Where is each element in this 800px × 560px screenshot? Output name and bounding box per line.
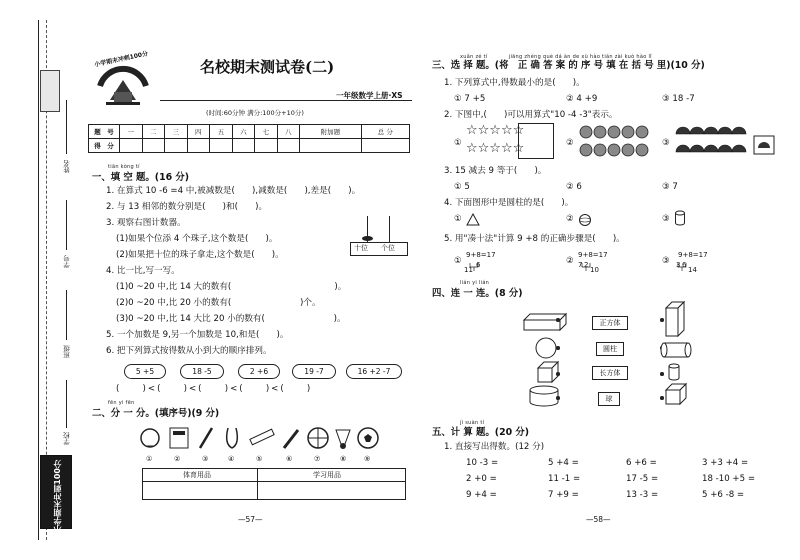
page-number-left: —57— xyxy=(238,515,263,524)
q5-split: 3 xyxy=(676,261,681,269)
item-number: ① xyxy=(146,455,153,463)
item-number: ⑧ xyxy=(340,455,347,463)
calc-item[interactable]: 5 +6 -8 = xyxy=(702,490,745,500)
classify-col-sports: 体育用品 xyxy=(183,471,211,479)
calculator-icon xyxy=(170,428,188,448)
s3-q5-opt[interactable]: ① xyxy=(454,256,462,266)
q5-split: 14 xyxy=(688,266,697,274)
cone-shape-icon xyxy=(466,212,480,231)
umbrella-cluster-icon xyxy=(674,124,778,160)
logo-badge xyxy=(92,52,154,108)
score-cell[interactable] xyxy=(187,139,210,153)
item-number: ⑥ xyxy=(286,455,293,463)
s1-q3b: (2)如果把十位的珠子拿走,这个数是( )。 xyxy=(116,250,284,260)
s3-q4-opt[interactable]: ① xyxy=(454,214,462,224)
score-value-row xyxy=(89,139,410,153)
score-header-row xyxy=(89,125,410,139)
small-cylinder-shape-icon xyxy=(669,364,679,380)
classify-answer-sports[interactable] xyxy=(143,482,257,499)
score-header-cell: 二 xyxy=(142,125,165,139)
page-title-left: 名校期末测试卷(二) xyxy=(200,58,335,76)
s3-q4-opt[interactable]: ② xyxy=(566,214,574,224)
s3-q2-opt[interactable]: ③ xyxy=(662,138,670,148)
abacus-ones-label: 个位 xyxy=(381,244,395,252)
q5-split: 11 xyxy=(464,266,473,274)
connect-right-column xyxy=(660,300,700,410)
s3-q3-opt[interactable]: ③ 7 xyxy=(662,182,678,192)
s2-pinyin: fēn yi fēn xyxy=(108,400,135,406)
score-cell[interactable] xyxy=(142,139,165,153)
s3-q2-opt[interactable]: ② xyxy=(566,138,574,148)
s1-q4c: (3)0 ~20 中,比 14 大比 20 小的数有( )。 xyxy=(116,314,346,324)
calc-item[interactable]: 11 -1 = xyxy=(548,474,581,484)
score-cell[interactable] xyxy=(210,139,233,153)
basketball-icon xyxy=(308,428,328,448)
grade-label: 一年级数学上册·XS xyxy=(336,91,403,100)
s3-q3-opt[interactable]: ② 6 xyxy=(566,182,582,192)
school-label: 学校 xyxy=(63,432,71,445)
s1-q4b: (2)0 ~20 中,比 20 小的数有( )个。 xyxy=(116,298,321,308)
abacus-figure xyxy=(350,214,408,256)
cube-shape-icon xyxy=(666,384,686,404)
tall-cuboid-shape-icon xyxy=(666,302,684,336)
q5-split: 6 xyxy=(476,261,481,269)
brand-block xyxy=(40,70,60,112)
crayon-icon xyxy=(284,430,298,448)
calc-item[interactable]: 5 +4 = xyxy=(548,458,579,468)
class-line xyxy=(66,290,67,340)
s3-q1-opt[interactable]: ② 4 +9 xyxy=(566,94,598,104)
score-cell[interactable] xyxy=(232,139,255,153)
calc-item[interactable]: 18 -10 +5 = xyxy=(702,474,756,484)
s1-q3a: (1)如果个位添 4 个珠子,这个数是( )。 xyxy=(116,234,278,244)
umbrellas-group xyxy=(674,124,778,160)
s5-sub: 1. 直接写出得数。(12 分) xyxy=(444,442,545,452)
star-icon: ☆☆☆☆☆ xyxy=(466,123,525,138)
star-bracket xyxy=(518,123,554,159)
calc-item[interactable]: 13 -3 = xyxy=(626,490,659,500)
shape-label-cylinder[interactable]: 圆柱 xyxy=(596,342,624,356)
q5-split: 10 xyxy=(590,266,599,274)
s5-pinyin: jì suàn tí xyxy=(460,420,485,426)
s1-pinyin: tiān kòng tí xyxy=(108,164,140,170)
calc-item[interactable]: 10 -3 = xyxy=(466,458,499,468)
expression-cloud: 16 +2 -7 xyxy=(346,364,402,379)
name-label: 姓名 xyxy=(63,160,71,173)
brand-text: 小学期末冲刺100分 xyxy=(53,460,62,533)
q5-split: 6 xyxy=(682,261,687,269)
score-header-cell: 四 xyxy=(187,125,210,139)
s1-q3: 3. 观察右图计数器。 xyxy=(106,218,186,228)
item-number: ⑦ xyxy=(314,455,321,463)
calc-item[interactable]: 6 +6 = xyxy=(626,458,657,468)
score-cell[interactable] xyxy=(277,139,300,153)
name-line xyxy=(66,100,67,154)
score-header-cell: 一 xyxy=(120,125,143,139)
s3-heading: 三、选 择 题。(将 正 确 答 案 的 序 号 填 在 括 号 里)(10 分) xyxy=(432,60,705,71)
binding-strip xyxy=(0,0,86,560)
cylinder-shape-icon xyxy=(674,210,686,230)
page-number-right: —58— xyxy=(586,515,611,524)
expression-cloud: 5 +5 xyxy=(124,364,166,379)
connect-left-column xyxy=(520,306,580,416)
ruler-icon xyxy=(250,429,274,445)
long-box-object-icon xyxy=(524,314,566,330)
score-cell[interactable] xyxy=(165,139,188,153)
s3-q3-opt[interactable]: ① 5 xyxy=(454,182,470,192)
class-label: 班级 xyxy=(63,345,71,358)
item-number: ④ xyxy=(228,455,235,463)
q5-split: 7 xyxy=(578,261,583,269)
shape-label-cube[interactable]: 正方体 xyxy=(592,316,628,330)
s4-pinyin: lián yi lián xyxy=(460,280,490,286)
item-number: ⑤ xyxy=(256,455,263,463)
soccer-ball-icon xyxy=(358,428,378,448)
number-line xyxy=(66,200,67,250)
s3-q1: 1. 下列算式中,得数最小的是( )。 xyxy=(444,78,585,88)
connect-dot[interactable] xyxy=(556,372,560,376)
score-table xyxy=(88,124,410,153)
q5-equation: 9+8=17 xyxy=(466,251,496,259)
pencil-icon xyxy=(200,428,212,448)
abacus-bead xyxy=(362,236,373,241)
expression-cloud: 2 +6 xyxy=(238,364,280,379)
abacus-rod-ones xyxy=(389,216,390,242)
sphere-shape-icon xyxy=(578,212,592,231)
s1-q4a: (1)0 ~20 中,比 14 大的数有( )。 xyxy=(116,282,347,292)
connect-dot[interactable] xyxy=(556,346,560,350)
skipping-rope-icon xyxy=(141,429,159,447)
score-header-cell: 八 xyxy=(277,125,300,139)
stars-group xyxy=(466,124,554,160)
s3-pinyin: xuǎn zé tí jiāng zhèng què dá àn de xù hào tián zài kuò hào lǐ xyxy=(460,54,652,60)
classify-col-study: 学习用品 xyxy=(313,471,341,479)
classify-answer-study[interactable] xyxy=(258,482,405,499)
q5-equation: 9+8=17 xyxy=(678,251,708,259)
school-line xyxy=(66,380,67,428)
items-illustration xyxy=(140,424,380,454)
binding-edge-line xyxy=(38,20,39,540)
s3-q5-opt[interactable]: ③ xyxy=(662,256,670,266)
score-header-cell: 五 xyxy=(210,125,233,139)
s2-heading: 二、分 一 分。(填序号)(9 分) xyxy=(92,408,220,419)
abacus-tens-label: 十位 xyxy=(354,244,368,252)
s5-heading: 五、计 算 题。(20 分) xyxy=(432,427,530,438)
jump-rope-icon xyxy=(227,428,238,448)
s3-q1-opt[interactable]: ③ 18 -7 xyxy=(662,94,695,104)
s3-q2: 2. 下图中,( )可以用算式"10 -4 -3"表示。 xyxy=(444,110,618,120)
drum-object-icon xyxy=(530,386,558,406)
cylinder-lying-shape-icon xyxy=(661,343,691,357)
score-header-cell: 总 分 xyxy=(361,125,409,139)
s1-q1: 1. 在算式 10 -6 =4 中,被减数是( ),减数是( ),差是( )。 xyxy=(106,186,361,196)
s3-q1-opt[interactable]: ① 7 +5 xyxy=(454,94,486,104)
calc-item[interactable]: 3 +3 +4 = xyxy=(702,458,749,468)
score-cell[interactable] xyxy=(361,139,409,153)
balls-group xyxy=(578,124,658,160)
score-header-cell: 七 xyxy=(255,125,278,139)
s1-q2: 2. 与 13 相邻的数分别是( )和( )。 xyxy=(106,202,268,212)
item-number: ③ xyxy=(202,455,209,463)
s3-q4-opt[interactable]: ③ xyxy=(662,214,670,224)
cube-object-icon xyxy=(538,362,558,382)
q5-equation: 9+8=17 xyxy=(578,251,608,259)
star-icon: ☆☆☆☆☆ xyxy=(466,141,525,156)
score-header-cell: 附加题 xyxy=(300,125,362,139)
shuttlecock-icon xyxy=(336,430,350,449)
s3-q5-opt[interactable]: ② xyxy=(566,256,574,266)
item-number: ⑨ xyxy=(364,455,371,463)
s3-q3: 3. 15 减去 9 等于( )。 xyxy=(444,166,547,176)
ball-object-icon xyxy=(536,338,556,358)
s1-q5: 5. 一个加数是 9,另一个加数是 10,和是( )。 xyxy=(106,330,289,340)
number-label: 学号 xyxy=(63,255,71,268)
s3-q2-opt[interactable]: ① xyxy=(454,138,462,148)
s3-q5: 5. 用"凑十法"计算 9 +8 的正确步骤是( )。 xyxy=(444,234,625,244)
classify-table xyxy=(142,468,406,500)
calc-item[interactable]: 17 -5 = xyxy=(626,474,659,484)
exam-meta: (时间:60分钟 满分:100分+10分) xyxy=(206,109,304,117)
expression-cloud: 18 -5 xyxy=(180,364,224,379)
connect-dot[interactable] xyxy=(556,318,560,322)
order-answer-row[interactable]: ( )<( )<( )<( )<( ) xyxy=(116,384,313,394)
ball-cluster-icon xyxy=(578,124,658,160)
score-row-label: 得 分 xyxy=(89,139,120,153)
calc-item[interactable]: 7 +9 = xyxy=(548,490,579,500)
s1-q6: 6. 把下列算式按得数从小到大的顺序排列。 xyxy=(106,346,272,356)
s1-heading: 一、填 空 题。(16 分) xyxy=(92,172,190,183)
items-row xyxy=(140,424,380,466)
q5-split: 2 xyxy=(584,261,589,269)
s1-q4: 4. 比一比,写一写。 xyxy=(106,266,180,276)
score-cell[interactable] xyxy=(300,139,362,153)
score-header-cell: 三 xyxy=(165,125,188,139)
shape-label-cuboid[interactable]: 长方体 xyxy=(592,366,628,380)
score-cell[interactable] xyxy=(255,139,278,153)
s3-q4: 4. 下面图形中是圆柱的是( )。 xyxy=(444,198,574,208)
item-number: ② xyxy=(174,455,181,463)
score-cell[interactable] xyxy=(120,139,143,153)
score-header-cell: 题 号 xyxy=(89,125,120,139)
expression-cloud: 19 -7 xyxy=(292,364,336,379)
s4-heading: 四、连 一 连。(8 分) xyxy=(432,288,523,299)
calc-item[interactable]: 9 +4 = xyxy=(466,490,497,500)
connect-dot[interactable] xyxy=(556,396,560,400)
calc-item[interactable]: 2 +0 = xyxy=(466,474,497,484)
score-header-cell: 六 xyxy=(232,125,255,139)
logo-text: 小学期末冲刺100分 xyxy=(93,50,149,69)
shape-label-sphere[interactable]: 球 xyxy=(598,392,620,406)
